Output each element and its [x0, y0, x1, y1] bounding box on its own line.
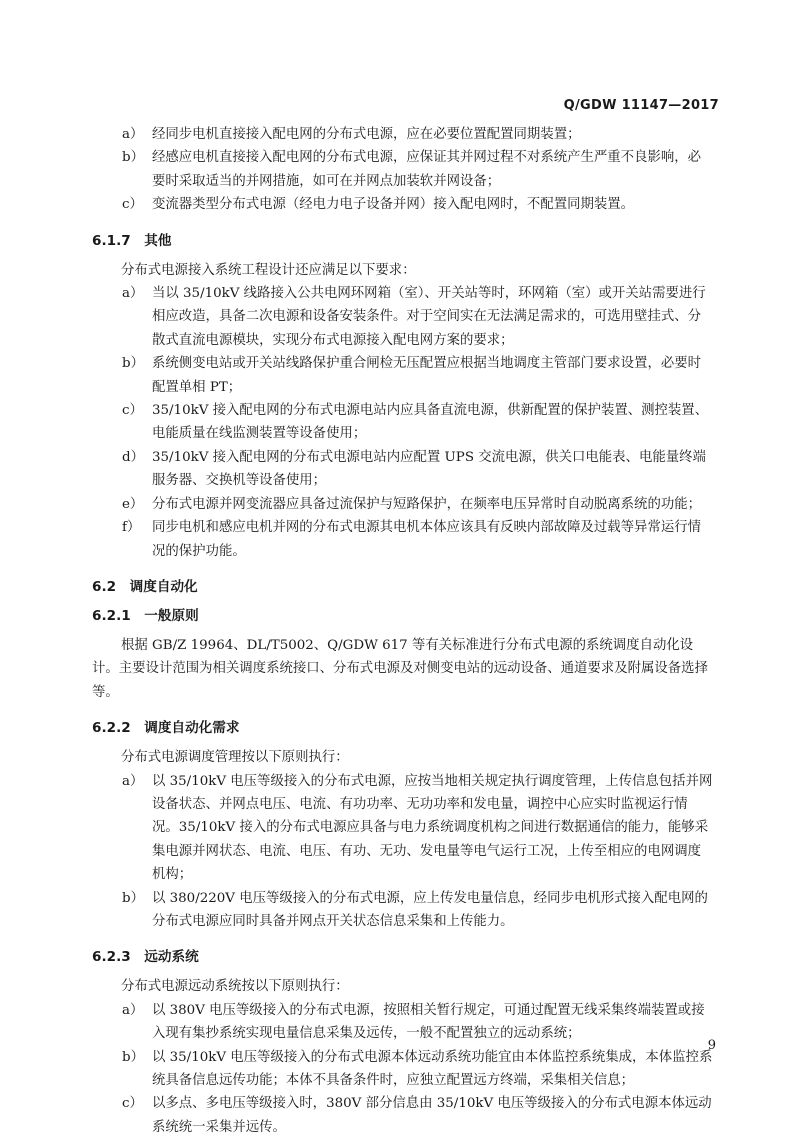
list-item-text: 经同步电机直接接入配电网的分布式电源，应在必要位置配置同期装置； [152, 127, 581, 142]
list-item [92, 399, 714, 446]
list-item-text: 35/10kV 接入配电网的分布式电源电站内应具备直流电源，供新配置的保护装置、测控装置、电能质量在线监测装置等设备使用； [152, 403, 709, 442]
page-content [92, 123, 714, 1139]
list-item-text: 35/10kV 接入配电网的分布式电源电站内应配置 UPS 交流电源，供关口电能表、电能量终端服务器、交换机等设备使用； [152, 449, 706, 489]
list-item-tag: c） [122, 197, 143, 213]
section-paragraph: 根据 GB/Z 19964、DL/T5002、Q/GDW 617 等有关标准进行分布式电源的系统调度自动化设计。主要设计范围为相关调度系统接口、分布式电源及对侧变电站的远动设备、通道要求及附属设备选择等。 [92, 637, 708, 700]
list-item [92, 1046, 714, 1093]
section-heading-6-2-1: 6.2.1 一般原则 [92, 607, 199, 624]
list-item-text: 以 35/10kV 电压等级接入的分布式电源，应按当地相关规定执行调度管理，上传信息包括并网设备状态、并网点电压、电流、有功功率、无功功率和发电量，调控中心应实时监视运行情况。35/10kV 接入的分布式电源应具备与电力系统调度机构之间进行数据通信的能力，能够采集电源并网状态、电流、电压、有功、无功、发电量等电气运行工况，上传至相应的电网调度机构； [152, 773, 713, 883]
list-item [92, 493, 714, 516]
list-item-tag: a） [122, 773, 144, 789]
list-item-text: 经感应电机直接接入配电网的分布式电源，应保证其并网过程不对系统产生严重不良影响，必要时采取适当的并网措施，如可在并网点加装软并网设备； [152, 150, 702, 189]
list-6-1-7 [92, 282, 714, 563]
section-heading-6-2-2: 6.2.2 调度自动化需求 [92, 720, 240, 737]
list-item-text: 当以 35/10kV 线路接入公共电网环网箱（室）、开关站等时，环网箱（室）或开关站需要进行相应改造，具备二次电源和设备安装条件。对于空间实在无法满足需求的，可选用壁挂式、分散式直流电源模块，实现分布式电源接入配电网方案的要求； [152, 286, 706, 348]
list-item-text: 系统侧变电站或开关站线路保护重合闸检无压配置应根据当地调度主管部门要求设置，必要时配置单相 PT； [152, 356, 702, 395]
list-item-text: 同步电机和感应电机并网的分布式电源其电机本体应该具有反映内部故障及过载等异常运行情况的保护功能。 [152, 520, 702, 559]
document-code: Q/GDW 11147—2017 [563, 98, 719, 113]
list-item [92, 887, 714, 934]
list-6-2-3 [92, 999, 714, 1139]
list-item [92, 193, 714, 216]
list-item-text: 分布式电源并网变流器应具备过流保护与短路保护，在频率电压异常时自动脱离系统的功能； [152, 496, 702, 512]
list-item-text: 变流器类型分布式电源（经电力电子设备并网）接入配电网时，不配置同期装置。 [152, 197, 635, 213]
list-item-tag: f） [122, 520, 141, 536]
list-top [92, 123, 714, 217]
section-intro: 分布式电源接入系统工程设计还应满足以下要求： [121, 262, 416, 278]
list-item-tag: a） [122, 286, 144, 302]
list-item [92, 446, 714, 493]
list-item [92, 123, 714, 146]
list-item [92, 352, 714, 399]
list-item-tag: b） [122, 1049, 144, 1065]
list-item [92, 146, 714, 193]
list-item-tag: a） [122, 127, 144, 142]
list-item-tag: c） [122, 403, 143, 419]
list-item-text: 以多点、多电压等级接入时，380V 部分信息由 35/10kV 电压等级接入的分布式电源本体远动系统统一采集并远传。 [152, 1096, 712, 1135]
list-item-tag: a） [122, 1002, 144, 1018]
list-item-text: 以 380/220V 电压等级接入的分布式电源，应上传发电量信息，经同步电机形式接入配电网的分布式电源应同时具备并网点开关状态信息采集和上传能力。 [152, 890, 708, 929]
section-intro: 分布式电源调度管理按以下原则执行： [121, 750, 349, 766]
list-item-tag: d） [122, 449, 144, 465]
list-item-text: 以 35/10kV 电压等级接入的分布式电源本体远动系统功能宜由本体监控系统集成，本体监控系统具备信息远传功能；本体不具备条件时，应独立配置远方终端，采集相关信息； [152, 1049, 713, 1088]
list-item [92, 282, 714, 352]
list-item-tag: b） [122, 890, 144, 906]
list-6-2-2 [92, 770, 714, 934]
section-heading-6-1-7: 6.1.7 其他 [92, 232, 172, 249]
section-intro: 分布式电源远动系统按以下原则执行： [121, 979, 349, 995]
list-item-text: 以 380V 电压等级接入的分布式电源，按照相关暂行规定，可通过配置无线采集终端装置或接入现有集抄系统实现电量信息采集及远传，一般不配置独立的远动系统； [152, 1002, 705, 1042]
list-item-tag: b） [122, 356, 144, 372]
list-item-tag: b） [122, 150, 144, 166]
list-item [92, 516, 714, 563]
section-heading-6-2-3: 6.2.3 远动系统 [92, 949, 199, 966]
section-heading-6-2: 6.2 调度自动化 [92, 578, 198, 595]
page-number: 9 [707, 1038, 716, 1053]
list-item [92, 1092, 714, 1139]
list-item-tag: e） [122, 496, 144, 512]
list-item-tag: c） [122, 1096, 143, 1112]
list-item [92, 770, 714, 887]
list-item [92, 999, 714, 1046]
